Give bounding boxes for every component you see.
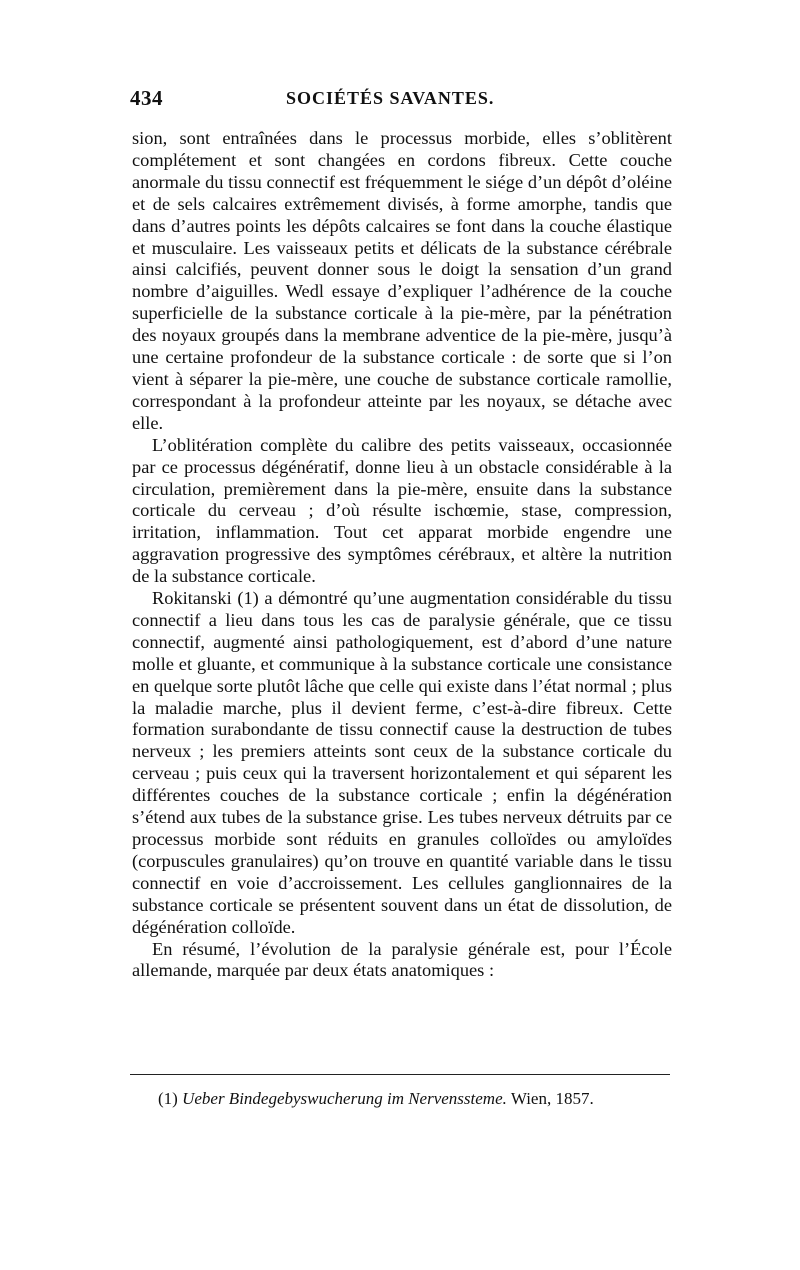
running-title: SOCIÉTÉS SAVANTES.: [286, 88, 495, 108]
footnote-marker: (1): [158, 1089, 178, 1108]
footnote-title: Ueber Bindegebyswucherung im Nervenssteme.: [182, 1089, 507, 1108]
footnote-place-date: Wien, 1857.: [510, 1089, 594, 1108]
paragraph: sion, sont entraînées dans le processus morbide, elles s’oblitèrent complétement et sont changées en cordons fibreux. Cette couche anormale du tissu connectif est fréquemment le siége d’un dépôt d’oléine et de sels calcaires extrêmement divisés, à forme amorphe, tandis que dans d’autres points les dépôts calcaires se font dans la couche élastique et musculaire. Les vaisseaux petits et délicats de la substance cérébrale ainsi calcifiés, peuvent donner sous le doigt la sensation d’un grand nombre d’aiguilles. Wedl essaye d’expliquer l’adhérence de la couche superficielle de la substance corticale à la pie-mère, par la pénétration des noyaux groupés dans la membrane adventice de la pie-mère, jusqu’à une certaine profondeur de la substance corticale : de sorte que si l’on vient à séparer la pie-mère, une couche de substance corticale ramollie, correspondant à la profondeur atteinte par les noyaux, se détache avec elle.: [132, 128, 672, 433]
page-number: 434: [130, 86, 163, 110]
footnote: [158, 1088, 678, 1110]
footnote-divider: [130, 1074, 670, 1075]
running-head: [130, 86, 670, 116]
paragraph: En résumé, l’évolution de la paralysie générale est, pour l’École allemande, marquée par deux états anatomiques :: [132, 938, 672, 981]
body-text: [132, 128, 672, 982]
paragraph: L’oblitération complète du calibre des petits vaisseaux, occasionnée par ce processus dégénératif, donne lieu à un obstacle considérable à la circulation, premièrement dans la pie-mère, ensuite dans la substance corticale du cerveau ; d’où résulte ischœmie, stase, compression, irritation, inflammation. Tout cet apparat morbide engendre une aggravation progressive des symptômes cérébraux, et altère la nutrition de la substance corticale.: [132, 434, 672, 587]
paragraph: Rokitanski (1) a démontré qu’une augmentation considérable du tissu connectif a lieu dans tous les cas de paralysie générale, que ce tissu connectif, augmenté ainsi pathologiquement, est d’abord d’une nature molle et gluante, et communique à la substance corticale une consistance en quelque sorte plutôt lâche que celle qui existe dans l’état normal ; plus la maladie marche, plus il devient ferme, c’est-à-dire fibreux. Cette formation surabondante de tissu connectif cause la destruction de tubes nerveux ; les premiers atteints sont ceux de la substance corticale du cerveau ; puis ceux qui la traversent horizontalement et qui séparent les différentes couches de la substance corticale ; enfin la dégénération s’étend aux tubes de la substance grise. Les tubes nerveux détruits par ce processus morbide sont réduits en granules colloïdes ou amyloïdes (corpuscules granulaires) qu’on trouve en quantité variable dans le tissu connectif en voie d’accroissement. Les cellules ganglionnaires de la substance corticale se présentent souvent dans un état de dissolution, de dégénération colloïde.: [132, 588, 672, 937]
